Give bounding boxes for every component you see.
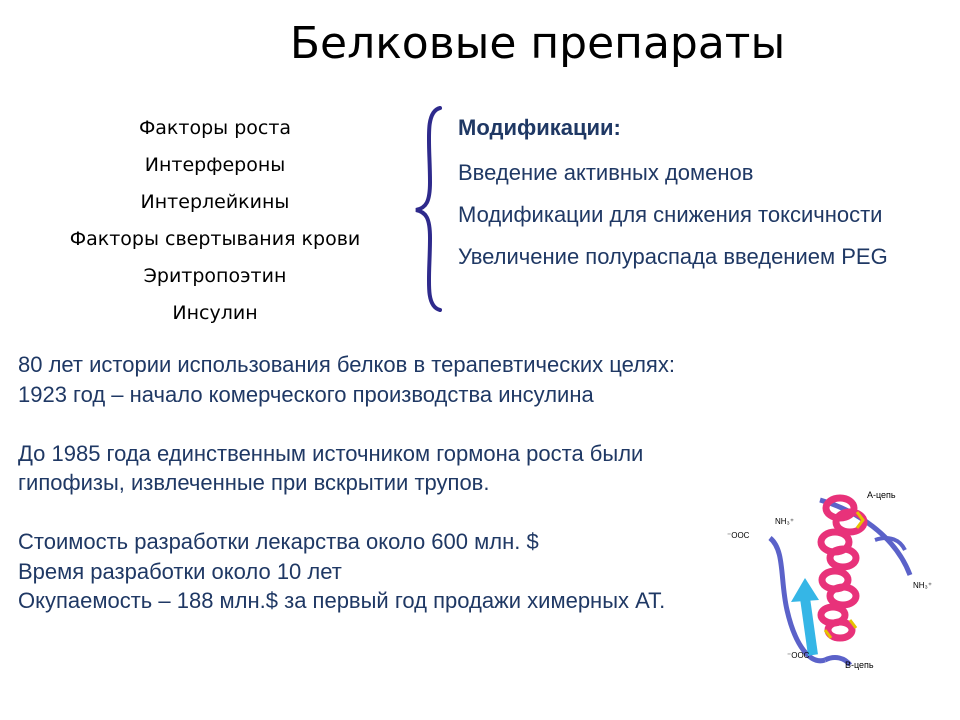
nh3-top-label: NH₃⁺ [775,517,795,526]
list-item: Факторы свертывания крови [69,228,361,250]
list-item: Эритропоэтин [143,265,287,287]
insulin-structure-diagram [725,480,945,710]
growth-hormone-text: До 1985 года единственным источником гормона роста были гипофизы, извлеченные при вскрытии трупов. [18,440,644,495]
list-item: Интерлейкины [140,191,290,213]
list-item: Инсулин [172,302,258,324]
ooc-top-label: ⁻OOC [727,531,750,540]
insulin-history-text: 1923 год – начало комерческого производства инсулина [18,381,594,407]
modifications-heading: Модификации: [458,115,621,140]
modification-item: Модификации для снижения токсичности [458,202,883,227]
ooc-bottom-label: ⁻OOC [787,651,810,660]
slide-title: Белковые препараты [289,18,786,69]
a-chain-label: А-цепь [867,490,896,500]
development-cost-text: Стоимость разработки лекарства около 600 млн. $ [18,529,539,554]
history-text: 80 лет истории использования белков в терапевтических целях: [18,352,675,377]
list-item: Факторы роста [138,117,292,139]
payback-text: Окупаемость – 188 млн.$ за первый год продажи химерных АТ. [18,588,666,613]
b-chain-label: В-цепь [845,660,874,670]
development-time-text: Время разработки около 10 лет [18,558,342,584]
protein-drug-list [30,114,400,336]
list-item: Интерфероны [144,154,286,176]
modification-item: Введение активных доменов [458,160,754,185]
nh3-right-label: NH₃⁺ [913,581,933,590]
curly-brace-icon [412,104,452,314]
modification-item: Увеличение полураспада введением PEG [458,244,888,269]
body-text [18,350,733,616]
modifications-block [458,114,948,284]
